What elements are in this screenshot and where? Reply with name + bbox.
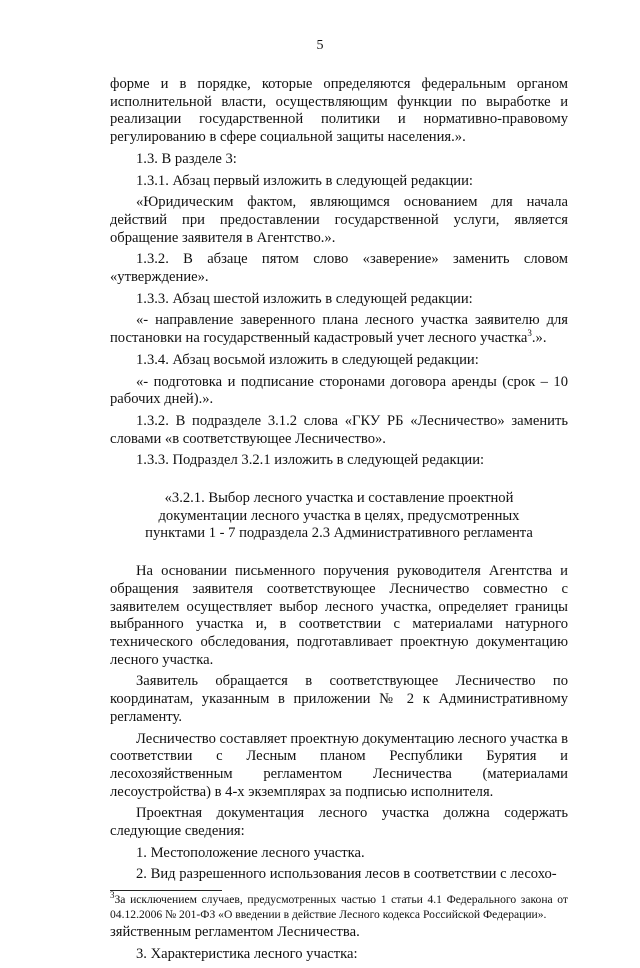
heading-line: документации лесного участка в целях, предусмотренных xyxy=(158,507,520,524)
heading-line: «3.2.1. Выбор лесного участка и составление проектной xyxy=(164,490,514,507)
paragraph: «- подготовка и подписание сторонами договора аренды (срок – 10 рабочих дней).». xyxy=(110,373,568,408)
paragraph: 1. Местоположение лесного участка. xyxy=(136,844,365,861)
paragraph: «Юридическим фактом, являющимся основанием для начала действий при предоставлении государственной услуги, является обращение заявителя в Агентство.». xyxy=(110,194,568,246)
footnote-text: За исключением случаев, предусмотренных частью 1 статьи 4.1 Федерального закона от 04.12.2006 № 201-ФЗ «О введении в действие Лесного кодекса Российской Федерации». xyxy=(110,893,568,921)
section-heading xyxy=(110,490,568,543)
paragraph: 2. Вид разрешенного использования лесов в соответствии с лесохо- xyxy=(136,866,557,883)
paragraph: форме и в порядке, которые определяются федеральным органом исполнительной власти, осуществляющим функции по выработке и реализации государственной политики и нормативно-правовому регулированию в сфере социальной защиты населения.». xyxy=(110,76,568,146)
paragraph-with-footnote-ref xyxy=(110,312,568,347)
page-number: 5 xyxy=(316,38,324,53)
paragraph: 3. Характеристика лесного участка: xyxy=(136,946,358,963)
document-body xyxy=(110,76,568,968)
paragraph: На основании письменного поручения руководителя Агентства и обращения заявителя соответствующее Лесничество совместно с заявителем осуществляет выбор лесного участка, определяет границы выбранного участка и, в соответствии с материалами натурного технического обследования, подготавливает проектную документацию лесного участка. xyxy=(110,563,568,668)
paragraph: 1.3.3. Абзац шестой изложить в следующей редакции: xyxy=(136,290,473,307)
footnote xyxy=(110,890,568,922)
paragraph: Заявитель обращается в соответствующее Лесничество по координатам, указанным в приложении № 2 к Административному регламенту. xyxy=(110,673,568,725)
paragraph-text: .». xyxy=(531,330,547,347)
heading-line: пунктами 1 - 7 подраздела 2.3 Административного регламента xyxy=(145,525,533,542)
paragraph: 1.3.3. Подраздел 3.2.1 изложить в следующей редакции: xyxy=(136,452,485,469)
paragraph: 1.3.2. В абзаце пятом слово «заверение» заменить словом «утверждение». xyxy=(110,251,568,286)
paragraph: 1.3.1. Абзац первый изложить в следующей редакции: xyxy=(136,172,473,189)
footnote-reference[interactable]: 3 xyxy=(527,328,532,339)
paragraph: 1.3. В разделе 3: xyxy=(136,150,237,167)
footnote-marker: 3 xyxy=(110,890,115,901)
paragraph: 1.3.2. В подразделе 3.1.2 слова «ГКУ РБ «Лесничество» заменить словами «в соответствующее Лесничество». xyxy=(110,412,568,447)
paragraph: Проектная документация лесного участка должна содержать следующие сведения: xyxy=(110,805,568,840)
paragraph-text: «- направление заверенного плана лесного участка заявителю для постановки на государственный кадастровый учет лесного участка xyxy=(110,312,568,347)
paragraph: Лесничество составляет проектную документацию лесного участка в соответствии с Лесным планом Республики Бурятия и лесохозяйственным регламентом Лесничества (материалами лесоустройства) в 4-х экземплярах за подписью исполнителя. xyxy=(110,730,568,800)
paragraph: зяйственным регламентом Лесничества. xyxy=(110,924,360,941)
paragraph: 1.3.4. Абзац восьмой изложить в следующей редакции: xyxy=(136,351,479,368)
footnote-divider xyxy=(110,890,222,891)
